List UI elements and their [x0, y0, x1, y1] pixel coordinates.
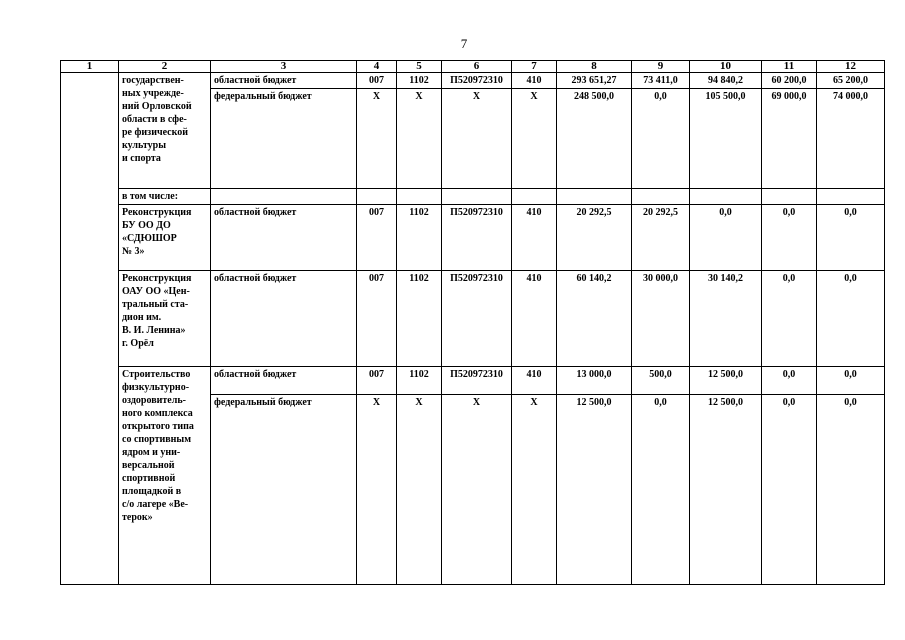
- table-cell: 0,0: [762, 271, 817, 367]
- column-1-cell: [61, 73, 119, 585]
- table-cell: 73 411,0: [632, 73, 690, 89]
- table-cell: 0,0: [762, 367, 817, 395]
- table-cell: 0,0: [762, 205, 817, 271]
- column-header: 8: [557, 61, 632, 73]
- funding-source-cell: областной бюджет: [211, 271, 357, 367]
- table-cell: [442, 189, 512, 205]
- column-header: 4: [357, 61, 397, 73]
- table-row: [61, 367, 885, 395]
- table-row: [61, 205, 885, 271]
- table-cell: Х: [397, 89, 442, 189]
- column-header: 1: [61, 61, 119, 73]
- column-header: 7: [512, 61, 557, 73]
- program-name-cell: государствен- ных учрежде- ний Орловской области в сфе- ре физической культуры и спорта: [119, 73, 211, 189]
- program-name-cell: Реконструкция БУ ОО ДО «СДЮШОР № 3»: [119, 205, 211, 271]
- table-row: [61, 73, 885, 89]
- table-cell: Х: [512, 395, 557, 585]
- column-header: 12: [817, 61, 885, 73]
- table-cell: 20 292,5: [557, 205, 632, 271]
- funding-source-cell: областной бюджет: [211, 367, 357, 395]
- table-cell: 500,0: [632, 367, 690, 395]
- table-cell: 293 651,27: [557, 73, 632, 89]
- page-number: 7: [460, 36, 468, 51]
- column-header: 2: [119, 61, 211, 73]
- table-cell: 0,0: [632, 395, 690, 585]
- table-cell: 007: [357, 271, 397, 367]
- table-row: [61, 189, 885, 205]
- funding-source-cell: федеральный бюджет: [211, 395, 357, 585]
- table-cell: 007: [357, 367, 397, 395]
- table-cell: 007: [357, 73, 397, 89]
- table-cell: 0,0: [632, 89, 690, 189]
- table-cell: 30 000,0: [632, 271, 690, 367]
- table-cell: П520972310: [442, 73, 512, 89]
- funding-source-cell: областной бюджет: [211, 73, 357, 89]
- table-cell: 60 140,2: [557, 271, 632, 367]
- table-cell: 65 200,0: [817, 73, 885, 89]
- table-cell: 0,0: [817, 367, 885, 395]
- table-cell: 0,0: [817, 205, 885, 271]
- table-cell: 12 500,0: [690, 367, 762, 395]
- table-cell: 20 292,5: [632, 205, 690, 271]
- funding-source-cell: областной бюджет: [211, 205, 357, 271]
- funding-source-cell: федеральный бюджет: [211, 89, 357, 189]
- table-cell: 94 840,2: [690, 73, 762, 89]
- table-cell: [817, 189, 885, 205]
- program-name-cell: Реконструкция ОАУ ОО «Цен- тральный ста- дион им. В. И. Ленина» г. Орёл: [119, 271, 211, 367]
- table-cell: П520972310: [442, 367, 512, 395]
- table-cell: 0,0: [817, 271, 885, 367]
- subheading-cell: в том числе:: [119, 189, 211, 205]
- table-cell: [557, 189, 632, 205]
- table-cell: [762, 189, 817, 205]
- table-cell: 410: [512, 205, 557, 271]
- table-cell: П520972310: [442, 205, 512, 271]
- table-cell: 0,0: [762, 395, 817, 585]
- table-cell: [211, 189, 357, 205]
- table-cell: 12 500,0: [690, 395, 762, 585]
- table-cell: Х: [357, 89, 397, 189]
- table-cell: 13 000,0: [557, 367, 632, 395]
- table-cell: [512, 189, 557, 205]
- table-cell: 74 000,0: [817, 89, 885, 189]
- table-cell: 410: [512, 367, 557, 395]
- table-cell: 0,0: [817, 395, 885, 585]
- table-cell: 105 500,0: [690, 89, 762, 189]
- table-cell: 248 500,0: [557, 89, 632, 189]
- budget-table: [60, 60, 885, 585]
- table-cell: 12 500,0: [557, 395, 632, 585]
- column-header: 11: [762, 61, 817, 73]
- column-header: 6: [442, 61, 512, 73]
- table-cell: [690, 189, 762, 205]
- column-header: 9: [632, 61, 690, 73]
- table-cell: [632, 189, 690, 205]
- table-cell: 0,0: [690, 205, 762, 271]
- table-cell: [357, 189, 397, 205]
- table-cell: Х: [357, 395, 397, 585]
- table-cell: 007: [357, 205, 397, 271]
- table-cell: [397, 189, 442, 205]
- table-cell: Х: [442, 395, 512, 585]
- table-cell: Х: [442, 89, 512, 189]
- table-cell: 410: [512, 73, 557, 89]
- table-cell: 60 200,0: [762, 73, 817, 89]
- column-header: 5: [397, 61, 442, 73]
- column-header: 3: [211, 61, 357, 73]
- table-cell: Х: [512, 89, 557, 189]
- table-cell: 30 140,2: [690, 271, 762, 367]
- table-cell: 1102: [397, 73, 442, 89]
- table-cell: 1102: [397, 367, 442, 395]
- program-name-cell: Строительство физкультурно- оздоровитель- ного комплекса открытого типа со спортивным ядром и уни- версальной спортивной площадкой в с/о лагере «Ве- терок»: [119, 367, 211, 585]
- table-cell: Х: [397, 395, 442, 585]
- table-row: [61, 271, 885, 367]
- table-cell: П520972310: [442, 271, 512, 367]
- table-cell: 1102: [397, 205, 442, 271]
- header-row: [61, 61, 885, 73]
- column-header: 10: [690, 61, 762, 73]
- table-cell: 69 000,0: [762, 89, 817, 189]
- table-cell: 410: [512, 271, 557, 367]
- table-cell: 1102: [397, 271, 442, 367]
